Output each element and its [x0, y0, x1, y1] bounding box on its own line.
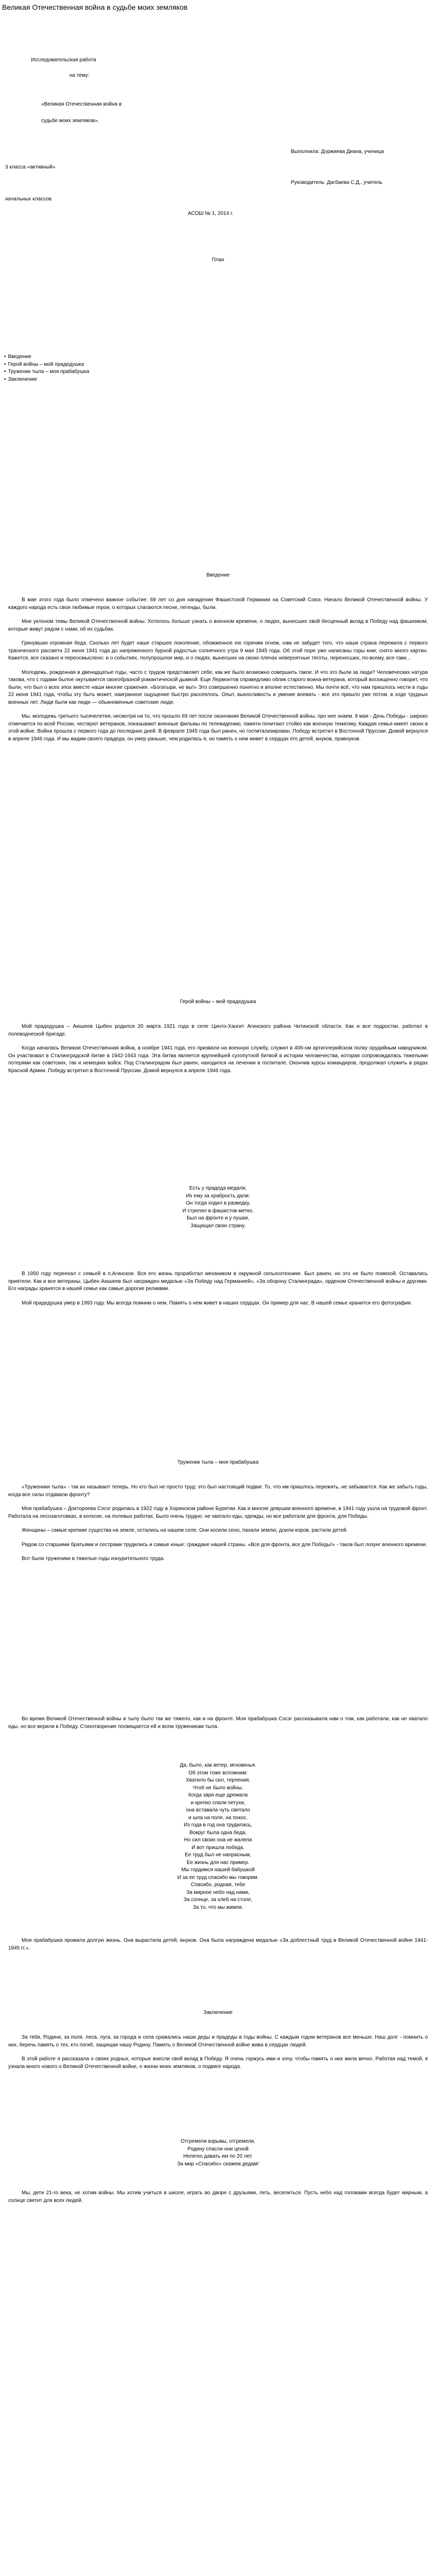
worker-lead-paragraph: Во время Великой Отечественной войны в тылу было так же тяжело, как и на фронте. Моя прабабушка Сэсэг рассказывала нам о том, как работали, как не хватало еды, но все верили в Победу. Стихотворение посвящается ей и всем труженикам тыла.	[8, 1716, 428, 1730]
poem-line: За мир «Спасибо» скажем дедам!	[177, 2161, 259, 2167]
poem-line: И за ее труд спасибо мы говорим.	[177, 1874, 259, 1880]
poem-line: Защищал свою страну.	[190, 1223, 246, 1229]
class-line: 3 класса «активный»	[5, 164, 56, 170]
poem-line: Родину спасли они ценой	[187, 2146, 249, 2152]
hero-paragraph: Мой прадедушка – Аюшеев Цыбен родился 20 марта 1921 года в селе Цинто-Хангит Агинского района Читинской области. Как и все подростки, работал в полеводческой бригаде.	[8, 1024, 428, 1037]
poem-line: Есть у прадеда медали,	[189, 1185, 247, 1191]
poem-line: Но сил своих она не жалела	[184, 1837, 252, 1843]
plan-item: • Герой войны – мой прадедушка	[4, 361, 89, 369]
plan-item: • Труженик тыла – моя прабабушка	[4, 368, 89, 376]
worker-text	[8, 1484, 428, 1570]
poem-line: и шла на поле, на покос.	[188, 1815, 248, 1821]
plan-item: • Заключение	[4, 376, 89, 384]
hero-heading: Герой войны – мой прадедушка	[180, 999, 256, 1005]
poem-line: И вот пришла победа.	[191, 1844, 245, 1851]
poem-line: она вставала чуть светало	[186, 1807, 250, 1813]
primary-teacher-line: начальных классов	[5, 196, 52, 202]
conclusion-paragraph: В этой работе я рассказала о своих родных, которые внесли свой вклад в Победу. Я очень горжусь ими и хочу, чтобы память о них жила вечно. Работая над темой, я узнала много нового о Великой Отечественной войне, о жизни моих земляков, о подвиге народа.	[8, 2056, 428, 2070]
poem-line: Мы гордимся нашей бабушкой	[181, 1867, 255, 1873]
author-line: Выполнила: Доржиева Диана, ученица	[291, 149, 384, 155]
worker-paragraph: Моя прабабушка прожила долгую жизнь. Она вырастила детей, внуков. Она была награждена медалью «За доблестный труд в Великой Отечественной войне 1941-1945 гг.».	[8, 1938, 428, 1951]
poem-line: Он тогда ходил в разведку,	[185, 1200, 251, 1206]
worker-paragraph: Моя прабабушка – Доктороева Сэсэг родилась в 1922 году в Хоринском районе Бурятии. Как и многие девушки военного времени, в 1941 году ушла на трудовой фронт. Работала на лесозаготовках, в колхозе, на полевых работах. Было очень трудно: не хватало еды, одежды, но все работали для фронта, для Победы.	[8, 1506, 428, 1519]
hero-paragraph: В 1950 году переехал с семьей в п.Агинское. Вся его жизнь проработал механиком в окружной сельхозтехнике. Был ранен, но это не было помехой. Оставались приятели. Как и все ветераны, Цыбен Аюшеев был награжден медалью «За Победу над Германией», «За оборону Сталинграда», орденом Отечественной войны и другими. Его награды хранятся в нашей семье как самые дорогие реликвии.	[8, 1271, 428, 1292]
topic-line-2: судьбе моих земляков».	[41, 118, 99, 124]
worker-paragraph: «Труженики тыла» - так их называют теперь. Но кто был не просто труд: это был настоящий подвиг. То, что им пришлось пережить, не забывается. Как же забыть годы, когда все силы отдавали фронту?	[8, 1484, 428, 1498]
hero-text	[8, 1023, 428, 1081]
poem-line: Нелегко давать им по 20 лет.	[183, 2154, 253, 2159]
worker-paragraph: Рядом со старшими братьями и сестрами трудились и самые юные: граждане нашей страны. «Все для фронта, все для Победы!» - таков был лозунг военного времени.	[22, 1541, 427, 1548]
poem-line: Да, было, как ветер, мгновенья.	[180, 1762, 256, 1768]
poem-line: и крепко спали петухи,	[190, 1800, 246, 1806]
worker-lead	[8, 1716, 428, 1737]
supervisor-line: Руководитель: Дагбаева С.Д., учитель	[291, 180, 382, 185]
poem-line: Когда заря еще дремала	[188, 1792, 248, 1798]
work-type: Исследовательская работа	[31, 57, 96, 63]
worker-after-text	[8, 1937, 428, 1959]
hero-poem	[0, 1185, 436, 1230]
intro-paragraph: Молодежь, рожденная в двенадцатые годы, часто с трудом представляет себе, как же было возможно совершить такое. И что это были за люди? Человеческих натура такова, что с годами былое окутывается своеобразной романтической дымкой. Еще Лермонтов справедливо облик старого воина-ветерана, который восхищенно говорит, что были, что был о всех эпох вместе наши многие сражения. «Богатыри, не вы!» Это совершенно понятно и вполне естественно. Мы почти всё, что нам пришлось нести в годы 22 июня 1941 года, чтобы эту быть может, наигранное ощущение быстро рассеялось. Опыт, выносливость и умение воевать - все это пришло уже потом, в ходе трудных военных лет. Люди были как люди — обыкновенные советские люди.	[8, 669, 428, 705]
worker-poem	[0, 1762, 436, 1911]
intro-text	[8, 597, 428, 750]
conclusion-heading: Заключение	[203, 2010, 233, 2015]
plan-list	[4, 353, 89, 383]
poem-line: За то, что мы живем.	[193, 1904, 243, 1910]
school-line: АСОШ № 1, 2014 г.	[188, 211, 234, 216]
intro-paragraph: В мае этого года было отмечено важное событие: 69 лет со дня нападения Фашистской Германии на Советский Союз. Начало Великой Отечественной войны. У каждого народа есть свои любимые герои, о которых слагаются песни, легенды, были.	[8, 597, 428, 611]
hero-paragraph: Когда началась Великая Отечественная война, в ноябре 1941 года, его призвали на военную службу, служил в 406-ом артиллерийском полку орудийным наводчиком. Он участвовал в Сталинградской битве в 1942-1943 года. Эта битва является крупнейшей сухопутной битвой в истории человечества, которая сопровождалась тяжелыми потерями как советских, так и немецких войск. Под Сталинградом был ранен, находился на лечении в госпитале. Окончив курсы командиров, продолжал служить в рядах Красной Армии. Победу встретил в Восточной Пруссии. Домой вернулся в апреле 1946 года.	[8, 1045, 428, 1074]
poem-line: Об этом тоже вспомним:	[188, 1770, 248, 1776]
intro-paragraph: Мне уклоном темы Великой Отечественной войны. Хотелось больше узнать о военном времени, о людях, вынесших свой бесценный вклад в Победу над фашизмом, которые живут рядом с нами, об их судьбах.	[8, 619, 428, 632]
conclusion-text	[8, 2034, 428, 2077]
poem-line: За мирное небо над нами,	[186, 1889, 250, 1895]
hero-after-text	[8, 1270, 428, 1314]
plan-heading: План	[212, 257, 224, 263]
page-title: Великая Отечественная война в судьбе моих земляков	[2, 3, 188, 11]
poem-line: За солнце, за хлеб на столе,	[183, 1897, 253, 1903]
plan-item: • Введение	[4, 353, 89, 361]
poem-line: И стрелял в фашистов метко.	[182, 1208, 254, 1214]
poem-line: Ее труд был не напрасным,	[185, 1852, 251, 1858]
poem-line: Отгремели взрывы, отгремели,	[180, 2139, 256, 2144]
conclusion-paragraph: За тебя, Родина, за поля, леса, луга, за города и села сражались наши деды и прадеды в годы войны. С каждым годом ветеранов все меньше. Наш долг - помнить о них, беречь память о тех, кто погиб, защищая нашу Родину. Память о Великой Отечественной войне жива в сердцах людей.	[8, 2035, 428, 2048]
conclusion-poem	[0, 2138, 436, 2168]
final-paragraph: Мы, дети 21-го века, не хотим войны. Мы хотим учиться в школе, играть во дворе с друзьями, петь, веселиться. Пусть небо над головами всегда будет мирным, а солнце светит для всех людей.	[8, 2190, 428, 2204]
topic-label: на тему:	[69, 73, 90, 78]
hero-paragraph: Мой прадедушка умер в 1993 году. Мы всегда помним о нем. Память о нем живет в наших сердцах. Он пример для нас. В нашей семье хранится его фотография.	[22, 1300, 412, 1306]
worker-heading: Труженик тыла – моя прабабушка	[177, 1460, 259, 1465]
poem-line: Чтоб не было войны.	[193, 1785, 243, 1791]
poem-line: Из года в год она трудилась,	[184, 1822, 252, 1828]
intro-paragraph: Грянувшая огромная беда. Сколько лет будет наше старшее поколение, обожженное ею горячим огнем, нам не забудет того, что наши страна пережила с первого трагического рассвета 22 июня 1941 года до напряженного бурной радостью солнечного утра 9 мая 1945 года. Об этой поре уже написаны горы книг, снято много картин. Кажется, все сказано и переосмыслено: и о событиях, полупрошлое мир, и о людях, вынесших на своих плечах невероятные тяготы, перенесших, по-всему, все-таки...	[8, 640, 428, 661]
poem-line: Был на фронте и у пушки,	[186, 1215, 250, 1221]
intro-paragraph: Мы, молодежь третьего тысячелетия, несмотря на то, что прошло 69 лет после окончания Великой Отечественной войны, про нее знаем. 9 мая - День Победы - широко отмечается по всей России, чествуют ветеранов, показывают военные фильмы по телевидению, памяти почитают стойко как военную тематику. Каждая семья имеет своих в этой войне. Война прошла с первого года до последних дней. В феврале 1945 года был ранен, но госпитализирован. Победу встретил в Восточной Пруссии. Домой вернулся в апреле 1946 года. И мы видим своего прадеда, он умер раньше, чем родилась я, но память о нем живет в сердцах его детей, внуков, правнуков.	[8, 714, 428, 742]
poem-line: Спасибо, родная, тебе	[190, 1882, 246, 1888]
worker-paragraph: Вот были труженики в тяжелые годы изнурительного труда.	[22, 1556, 165, 1562]
poem-line: Их ему за храбрость дали.	[186, 1193, 250, 1199]
final-text	[8, 2190, 428, 2211]
poem-line: Вокруг была одна беда,	[189, 1829, 247, 1836]
worker-paragraph: Женщины – самые крепкие существа на земле, остались на нашем селе. Они косили сено, пахали землю, доили коров, растили детей.	[22, 1528, 348, 1533]
topic-line-1: «Великая Отечественная война в	[41, 101, 122, 107]
intro-heading: Введение	[206, 572, 230, 578]
poem-line: Хватило бы сил, терпения.	[185, 1777, 251, 1783]
poem-line: Ее жизнь для нас пример.	[186, 1859, 250, 1866]
